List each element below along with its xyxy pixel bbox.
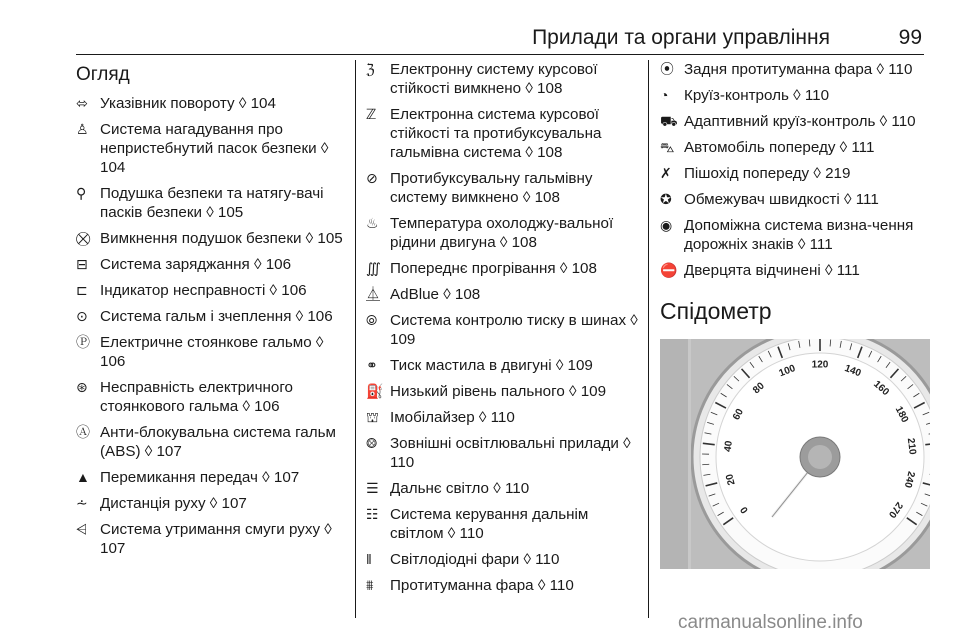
glow-plug-icon: ∭ — [366, 260, 381, 276]
indicator-text: Вимкнення подушок безпеки ◊ 105 — [100, 230, 343, 247]
indicator-item — [76, 333, 346, 371]
indicator-text: Електронну систему курсової стійкості вимкнено ◊ 108 — [390, 61, 598, 97]
indicator-text: Подушка безпеки та натягу-вачі пасків безпеки ◊ 105 — [100, 185, 324, 221]
parking-brake-fault-icon: ⊛ — [76, 379, 88, 395]
airbag-icon: ⚲ — [76, 185, 87, 201]
indicator-text: Протибуксувальну гальмівну систему вимкнено ◊ 108 — [390, 170, 593, 206]
indicator-text: Електронна система курсової стійкості та протибуксувальна гальмівна система ◊ 108 — [390, 106, 602, 161]
indicator-item — [76, 229, 346, 248]
column-middle — [366, 60, 638, 602]
speedometer-scale-label: 270 — [885, 499, 905, 520]
airbag-off-icon: ⛒ — [76, 230, 91, 246]
vehicle-ahead-icon: ⛍ — [660, 139, 675, 155]
coolant-temperature-icon: ♨ — [366, 215, 379, 231]
indicator-text: Автомобіль попереду ◊ 111 — [684, 139, 875, 156]
indicator-item — [76, 378, 346, 416]
speedometer-scale-label: 0 — [738, 504, 751, 516]
indicator-item — [366, 479, 638, 498]
adblue-icon: ⏅ — [366, 286, 380, 302]
indicator-item — [660, 190, 930, 209]
speedometer-scale-label: 20 — [724, 472, 738, 487]
speedometer-scale-label: 240 — [901, 470, 917, 489]
indicator-text: Допоміжна система визна-чення дорожніх знаків ◊ 111 — [684, 217, 914, 253]
indicator-text: Адаптивний круїз-контроль ◊ 110 — [684, 113, 916, 130]
indicator-text: Система нагадування про непристебнутий пасок безпеки ◊ 104 — [100, 121, 329, 176]
indicator-item — [366, 105, 638, 162]
indicator-list — [660, 60, 930, 280]
indicator-item — [76, 281, 346, 300]
indicator-text: Електричне стоянкове гальмо ◊ 106 — [100, 334, 324, 370]
speedometer-scale-label: 40 — [722, 440, 735, 453]
speedometer-scale-label: 120 — [811, 359, 829, 371]
parking-brake-icon: Ⓟ — [76, 334, 90, 350]
indicator-item — [366, 60, 638, 98]
esc-icon: ℤ — [366, 106, 377, 122]
indicator-item — [366, 169, 638, 207]
indicator-item — [76, 468, 346, 487]
door-open-icon: ⛔ — [660, 262, 678, 278]
indicator-item — [76, 494, 346, 513]
indicator-item — [76, 307, 346, 326]
indicator-list — [366, 60, 638, 595]
watermark: carmanualsonline.info — [678, 612, 863, 633]
high-beam-assist-icon: ☷ — [366, 506, 379, 522]
indicator-item — [366, 356, 638, 375]
indicator-text: Тиск мастила в двигуні ◊ 109 — [390, 357, 593, 374]
page-title: Прилади та органи управління — [532, 26, 830, 49]
indicator-item — [366, 576, 638, 595]
section-title-speedometer: Спідометр — [660, 298, 772, 324]
indicator-item — [366, 505, 638, 543]
esc-off-icon: ℨ — [366, 61, 375, 77]
gear-shift-icon: ▲ — [76, 469, 90, 485]
pedestrian-ahead-icon: ✗ — [660, 165, 672, 181]
indicator-text: Протитуманна фара ◊ 110 — [390, 577, 574, 594]
speedometer-scale-label: 140 — [842, 363, 863, 380]
indicator-text: AdBlue ◊ 108 — [390, 286, 481, 303]
indicator-text: Імобілайзер ◊ 110 — [390, 409, 515, 426]
indicator-item — [660, 112, 930, 131]
led-headlight-icon: ‖ — [366, 551, 372, 567]
traffic-sign-assist-icon: ◉ — [660, 217, 673, 233]
indicator-item — [76, 423, 346, 461]
speedometer-scale-label: 100 — [777, 363, 798, 380]
speedometer-illustration — [660, 339, 930, 569]
traction-control-off-icon: ⊘ — [366, 170, 378, 186]
indicator-item — [366, 434, 638, 472]
tire-pressure-icon: ⦾ — [366, 312, 378, 328]
indicator-text: Система утримання смуги руху ◊ 107 — [100, 521, 332, 557]
page-number: 99 — [898, 26, 922, 49]
indicator-text: Система контролю тиску в шинах ◊ 109 — [390, 312, 638, 348]
indicator-text: Дистанція руху ◊ 107 — [100, 495, 247, 512]
cruise-control-icon: ◔ — [660, 87, 669, 103]
following-distance-icon: ⩪ — [76, 495, 88, 511]
lane-keep-icon: ⩤ — [76, 521, 88, 537]
indicator-text: Система заряджання ◊ 106 — [100, 256, 292, 273]
exterior-light-icon: ⨷ — [366, 435, 378, 451]
column-overview — [76, 60, 346, 565]
indicator-item — [660, 216, 930, 254]
indicator-text: Обмежувач швидкості ◊ 111 — [684, 191, 879, 208]
section-title-overview: Огляд — [76, 64, 130, 85]
speedometer-image — [660, 339, 930, 569]
abs-icon: Ⓐ — [76, 424, 90, 440]
speedometer-scale-label: 160 — [871, 378, 891, 399]
indicator-text: Указівник повороту ◊ 104 — [100, 95, 276, 112]
indicator-item — [366, 408, 638, 427]
column-divider — [648, 60, 649, 618]
front-fog-light-icon: ⩩ — [366, 577, 374, 593]
brake-system-icon: ⊙ — [76, 308, 88, 324]
speedometer-scale-label: 180 — [892, 404, 911, 425]
indicator-text: Індикатор несправності ◊ 106 — [100, 282, 307, 299]
indicator-item — [366, 285, 638, 304]
indicator-text: Попереднє прогрівання ◊ 108 — [390, 260, 597, 277]
indicator-item — [366, 311, 638, 349]
header-divider — [76, 54, 924, 55]
speedometer-scale-label: 60 — [731, 407, 746, 423]
speedometer-scale-label: 80 — [751, 380, 767, 397]
oil-pressure-icon: ⚭ — [366, 357, 378, 373]
rear-fog-light-icon: ⦿ — [660, 61, 674, 77]
indicator-text: Задня протитуманна фара ◊ 110 — [684, 61, 913, 78]
seat-belt-reminder-icon: ♙ — [76, 121, 89, 137]
indicator-item — [660, 164, 930, 183]
indicator-text: Несправність електричного стоянкового гальма ◊ 106 — [100, 379, 293, 415]
indicator-text: Світлодіодні фари ◊ 110 — [390, 551, 560, 568]
indicator-text: Система керування дальнім світлом ◊ 110 — [390, 506, 589, 542]
indicator-item — [366, 550, 638, 569]
indicator-text: Пішохід попереду ◊ 219 — [684, 165, 851, 182]
indicator-item — [660, 261, 930, 280]
immobiliser-icon: ⛫ — [366, 409, 379, 425]
column-divider — [355, 60, 356, 618]
indicator-item — [76, 94, 346, 113]
adaptive-cruise-icon: ⛟ — [660, 113, 678, 129]
indicator-item — [76, 255, 346, 274]
indicator-item — [366, 259, 638, 278]
indicator-list — [76, 94, 346, 558]
indicator-item — [660, 138, 930, 157]
indicator-text: Зовнішні освітлювальні прилади ◊ 110 — [390, 435, 631, 471]
indicator-item — [76, 120, 346, 177]
battery-icon: ⊟ — [76, 256, 88, 272]
indicator-text: Низький рівень пального ◊ 109 — [390, 383, 607, 400]
indicator-item — [76, 184, 346, 222]
check-engine-icon: ⊏ — [76, 282, 88, 298]
turn-signal-icon: ⬄ — [76, 95, 88, 111]
speedometer-scale-label: 210 — [904, 437, 918, 456]
indicator-text: Круїз-контроль ◊ 110 — [684, 87, 830, 104]
column-right — [660, 60, 930, 569]
indicator-item — [76, 520, 346, 558]
speed-limiter-icon: ✪ — [660, 191, 672, 207]
indicator-text: Перемикання передач ◊ 107 — [100, 469, 300, 486]
low-fuel-icon: ⛽ — [366, 383, 384, 399]
high-beam-icon: ☰ — [366, 480, 379, 496]
indicator-item — [366, 214, 638, 252]
indicator-text: Температура охолоджу-вальної рідини двигуна ◊ 108 — [390, 215, 614, 251]
indicator-item — [660, 86, 930, 105]
indicator-item — [660, 60, 930, 79]
indicator-item — [366, 382, 638, 401]
indicator-text: Система гальм і зчеплення ◊ 106 — [100, 308, 333, 325]
indicator-text: Дверцята відчинені ◊ 111 — [684, 262, 860, 279]
indicator-text: Дальнє світло ◊ 110 — [390, 480, 530, 497]
indicator-text: Анти-блокувальна система гальм (ABS) ◊ 107 — [100, 424, 336, 460]
